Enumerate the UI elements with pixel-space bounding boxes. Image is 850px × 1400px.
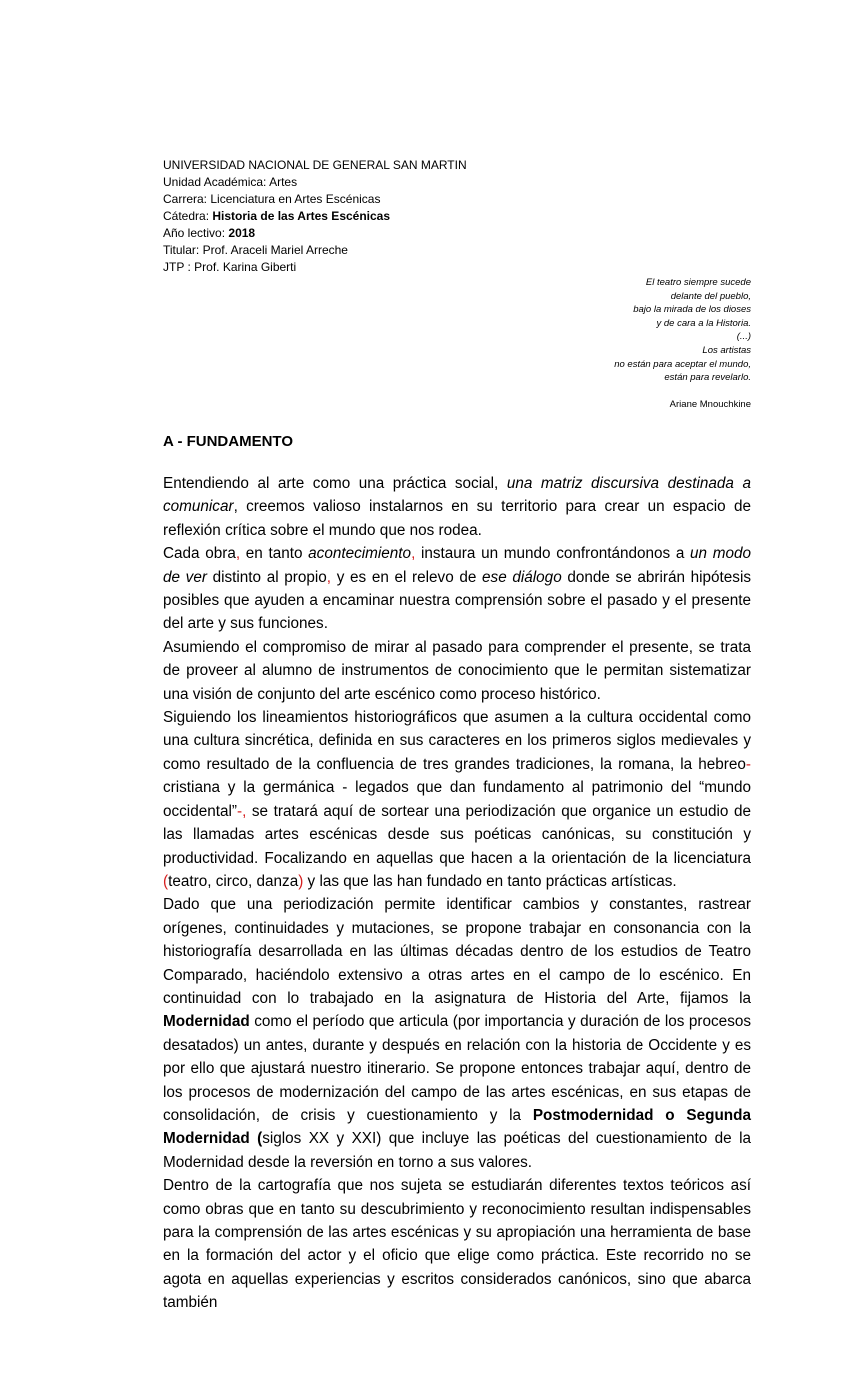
epigraph-spacer (451, 385, 751, 399)
jtp: JTP : Prof. Karina Giberti (163, 260, 297, 274)
paragraph-6: Dentro de la cartografía que nos sujeta se estudiarán diferentes textos teóricos así como obras que en tanto su descubrimiento y reconocimiento resultan indispensables para la comprensión de las artes escénicas y su apropiación una herramienta de base en la formación del actor y el oficio que elige como práctica. Este recorrido no se agota en aquellas experiencias y escritos considerados canónicos, sino que abarca también (163, 1177, 751, 1312)
epigraph-line: están para revelarlo. (664, 372, 751, 384)
epigraph-line: bajo la mirada de los dioses (633, 304, 751, 316)
epigraph-line: Los artistas (702, 344, 751, 356)
course-header (163, 157, 563, 276)
epigraph-quote (451, 276, 751, 412)
university-name: UNIVERSIDAD NACIONAL DE GENERAL SAN MARTIN (163, 158, 467, 172)
paragraph-5: Dado que una periodización permite identificar cambios y constantes, rastrear orígenes, continuidades y mutaciones, se propone trabajar en consonancia con la historiografía desarrollada en las últimas décadas dentro de los estudios de Teatro Comparado, haciéndolo extensivo a otras artes en el campo de lo escénico. En continuidad con lo trabajado en la asignatura de Historia del Arte, fijamos la Modernidad como el período que articula (por importancia y duración de los procesos desatados) un antes, durante y después en relación con la historia de Occidente y es por ello que ajustará nuestro itinerario. Se propone entonces trabajar aquí, dentro de los procesos de modernización del campo de las artes escénicas, en sus etapas de consolidación, de crisis y cuestionamiento y la Postmodernidad o Segunda Modernidad (siglos XX y XXI) que incluye las poéticas del cuestionamiento de la Modernidad desde la reversión en torno a sus valores. (163, 896, 751, 1171)
epigraph-author: Ariane Mnouchkine (669, 399, 751, 411)
epigraph-line: y de cara a la Historia. (656, 317, 751, 329)
academic-year: Año lectivo: 2018 (163, 226, 256, 240)
paragraph-4: Siguiendo los lineamientos historiográficos que asumen a la cultura occidental como una cultura sincrética, definida en sus caracteres en los primeros siglos medievales y como resultado de la confluencia de tres grandes tradiciones, la romana, la hebreo-cristiana y la germánica - legados que dan fundamento al patrimonio del “mundo occidental”-, se tratará aquí de sortear una periodización que organice un estudio de las llamadas artes escénicas desde sus poéticas canónicas, su constitución y productividad. Focalizando en aquellas que hacen a la orientación de la licenciatura (teatro, circo, danza) y las que las han fundado en tanto prácticas artísticas. (163, 709, 751, 890)
paragraph-1: Entendiendo al arte como una práctica social, una matriz discursiva destinada a comunicar, creemos valioso instalarnos en su territorio para crear un espacio de reflexión crítica sobre el mundo que nos rodea. (163, 475, 751, 539)
academic-unit: Unidad Académica: Artes (163, 175, 298, 189)
section-title: A - FUNDAMENTO (163, 433, 293, 450)
epigraph-line: delante del pueblo, (670, 290, 751, 302)
titular: Titular: Prof. Araceli Mariel Arreche (163, 243, 348, 257)
paragraph-2: Cada obra, en tanto acontecimiento, instaura un mundo confrontándonos a un modo de ver distinto al propio, y es en el relevo de ese diálogo donde se abrirán hipótesis posibles que ayuden a encaminar nuestra comprensión sobre el pasado y el presente del arte y sus funciones. (163, 545, 752, 633)
body-text (163, 472, 751, 1315)
epigraph-line: El teatro siempre sucede (645, 277, 751, 288)
epigraph-line: (...) (736, 331, 751, 343)
paragraph-3: Asumiendo el compromiso de mirar al pasado para comprender el presente, se trata de proveer al alumno de instrumentos de conocimiento que le permitan sistematizar una visión de conjunto del arte escénico como proceso histórico. (163, 638, 751, 703)
chair: Cátedra: Historia de las Artes Escénicas (163, 209, 391, 223)
epigraph-line: no están para aceptar el mundo, (614, 358, 751, 370)
career: Carrera: Licenciatura en Artes Escénicas (163, 192, 381, 206)
